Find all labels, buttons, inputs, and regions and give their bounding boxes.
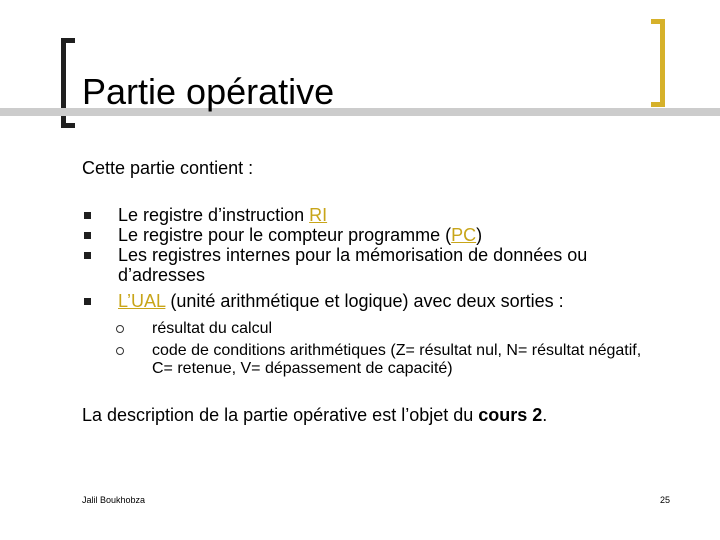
title-bracket-right [651, 19, 665, 107]
bullet-text-post: (unité arithmétique et logique) avec deux sorties : [165, 291, 564, 311]
bullet-item-registres [82, 245, 662, 285]
bullet-item-ri [82, 205, 662, 225]
circle-bullet-icon [116, 325, 124, 333]
square-bullet-icon [84, 252, 91, 259]
bullet-text-post: ) [476, 225, 483, 245]
page-number: 25 [659, 495, 670, 505]
sub-bullet-list [114, 320, 654, 378]
square-bullet-icon [84, 298, 91, 305]
square-bullet-icon [84, 232, 91, 239]
square-bullet-icon [84, 212, 91, 219]
bullet-text: Les registres internes pour la mémorisation de données ou d’adresses [118, 245, 588, 285]
bullet-text: Le registre pour le compteur programme ( [118, 225, 452, 245]
conclusion-bold: cours 2 [478, 405, 543, 425]
bullet-highlight: PC [451, 225, 477, 245]
slide-title: Partie opérative [82, 71, 335, 112]
sub-bullet-text: code de conditions arithmétiques (Z= résultat nul, N= résultat négatif, C= retenue, V= dépassement de capacité) [152, 342, 642, 377]
bullet-text: Le registre d’instruction [118, 205, 310, 225]
conclusion-pre: La description de la partie opérative est l’objet du [82, 405, 479, 425]
sub-bullet-item [114, 320, 654, 338]
intro-text: Cette partie contient : [82, 158, 254, 178]
sub-bullet-text: résultat du calcul [152, 320, 273, 337]
footer-author: Jalil Boukhobza [82, 495, 146, 505]
conclusion-post: . [542, 405, 548, 425]
bullet-item-ual [82, 291, 662, 311]
bullet-highlight: RI [309, 205, 328, 225]
sub-bullet-item [114, 342, 654, 378]
conclusion-text [82, 404, 547, 426]
bullet-highlight: L’UAL [118, 291, 166, 311]
bullet-list [82, 205, 662, 311]
circle-bullet-icon [116, 347, 124, 355]
bullet-item-pc [82, 225, 662, 245]
